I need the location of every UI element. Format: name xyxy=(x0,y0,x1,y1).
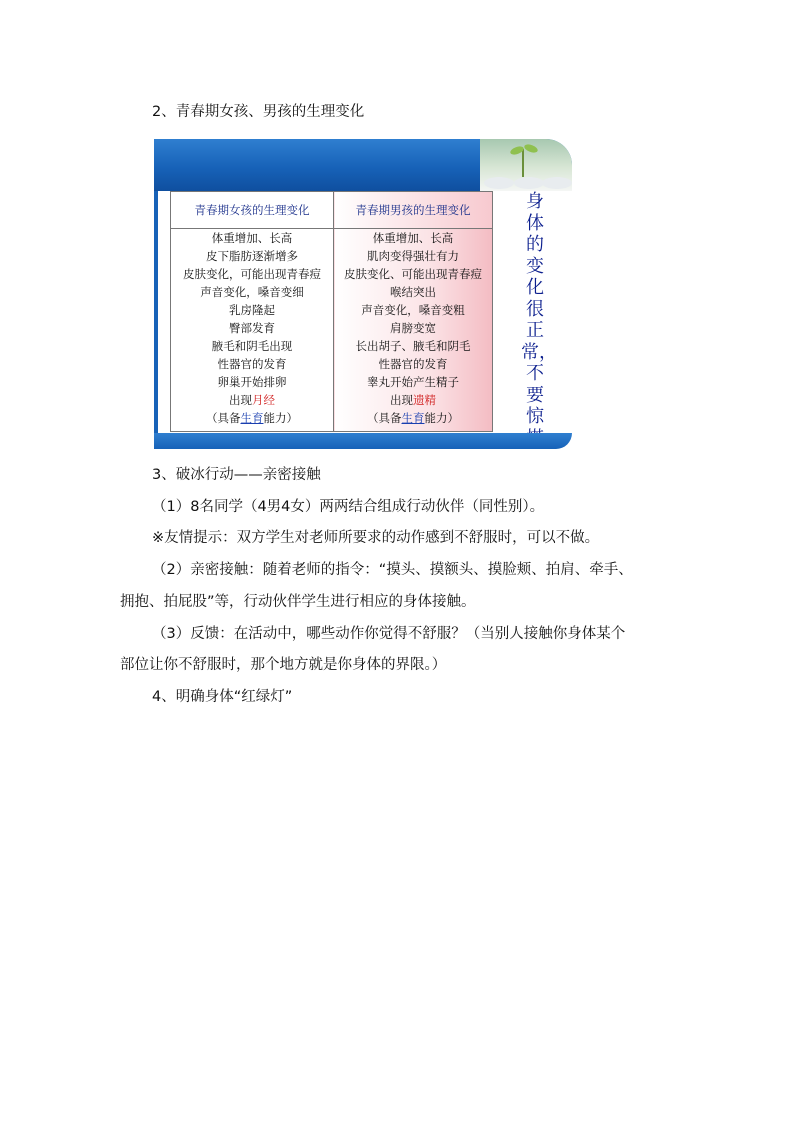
section-heading-2: 2、青春期女孩、男孩的生理变化 xyxy=(152,104,365,120)
list-item: 性器官的发育 xyxy=(378,357,448,371)
slide-bottom-bar xyxy=(154,433,572,449)
boy-column-header: 青春期男孩的生理变化 xyxy=(334,192,493,229)
list-item: 皮肤变化，可能出现青春痘 xyxy=(183,267,321,281)
boy-changes-cell xyxy=(334,229,493,432)
paragraph-2-line-1: （2）亲密接触：随着老师的指令：“摸头、摸额头、摸脸颊、拍肩、牵手、 xyxy=(152,562,633,578)
list-item: 肩膀变宽 xyxy=(390,321,436,335)
list-item: 出现月经 xyxy=(229,393,275,407)
list-item: （具备生育能力） xyxy=(367,411,459,425)
list-item: 乳房隆起 xyxy=(229,303,275,317)
list-item: 皮肤变化、可能出现青春痘 xyxy=(344,267,482,281)
puberty-changes-slide xyxy=(154,139,572,451)
paragraph-1: （1）8名同学（4男4女）两两结合组成行动伙伴（同性别）。 xyxy=(152,499,545,515)
list-item: 皮下脂肪逐渐增多 xyxy=(206,249,298,263)
section-heading-3: 3、破冰行动——亲密接触 xyxy=(152,467,321,483)
list-item: 体重增加、长高 xyxy=(372,231,454,245)
list-item: 性器官的发育 xyxy=(217,357,287,371)
highlight-term: 遗精 xyxy=(413,393,436,407)
list-item: 腋毛和阴毛出现 xyxy=(211,339,293,353)
list-item: 声音变化，嗓音变粗 xyxy=(361,303,465,317)
vertical-reassurance-text: 身体的变化很正常，不要惊 xyxy=(521,191,557,427)
list-item: 体重增加、长高 xyxy=(211,231,293,245)
paragraph-3-line-1: （3）反馈：在活动中，哪些动作你觉得不舒服？（当别人接触你身体某个 xyxy=(152,626,626,642)
highlight-term: 月经 xyxy=(252,393,275,407)
section-heading-4: 4、明确身体“红绿灯” xyxy=(152,689,293,705)
friendly-tip: ※友情提示：双方学生对老师所要求的动作感到不舒服时，可以不做。 xyxy=(152,530,600,546)
list-item: 臀部发育 xyxy=(229,321,275,335)
sprout-photo xyxy=(480,139,572,191)
paragraph-2-line-2: 拥抱、拍屁股”等，行动伙伴学生进行相应的身体接触。 xyxy=(120,594,476,610)
list-item: 声音变化，嗓音变细 xyxy=(200,285,304,299)
list-item: 长出胡子、腋毛和阴毛 xyxy=(355,339,471,353)
slide-left-bar xyxy=(154,191,158,437)
girl-column-header: 青春期女孩的生理变化 xyxy=(171,192,334,229)
physiological-changes-table xyxy=(170,191,493,432)
girl-changes-cell xyxy=(171,229,334,432)
list-item: 卵巢开始排卵 xyxy=(217,375,287,389)
list-item: 睾丸开始产生精子 xyxy=(367,375,459,389)
list-item: 肌肉变得强壮有力 xyxy=(367,249,459,263)
underlined-term: 生育 xyxy=(401,411,425,425)
list-item: 喉结突出 xyxy=(390,285,436,299)
paragraph-3-line-2: 部位让你不舒服时，那个地方就是你身体的界限。） xyxy=(120,657,447,673)
list-item: （具备生育能力） xyxy=(206,411,298,425)
underlined-term: 生育 xyxy=(240,411,264,425)
list-item: 出现遗精 xyxy=(390,393,436,407)
